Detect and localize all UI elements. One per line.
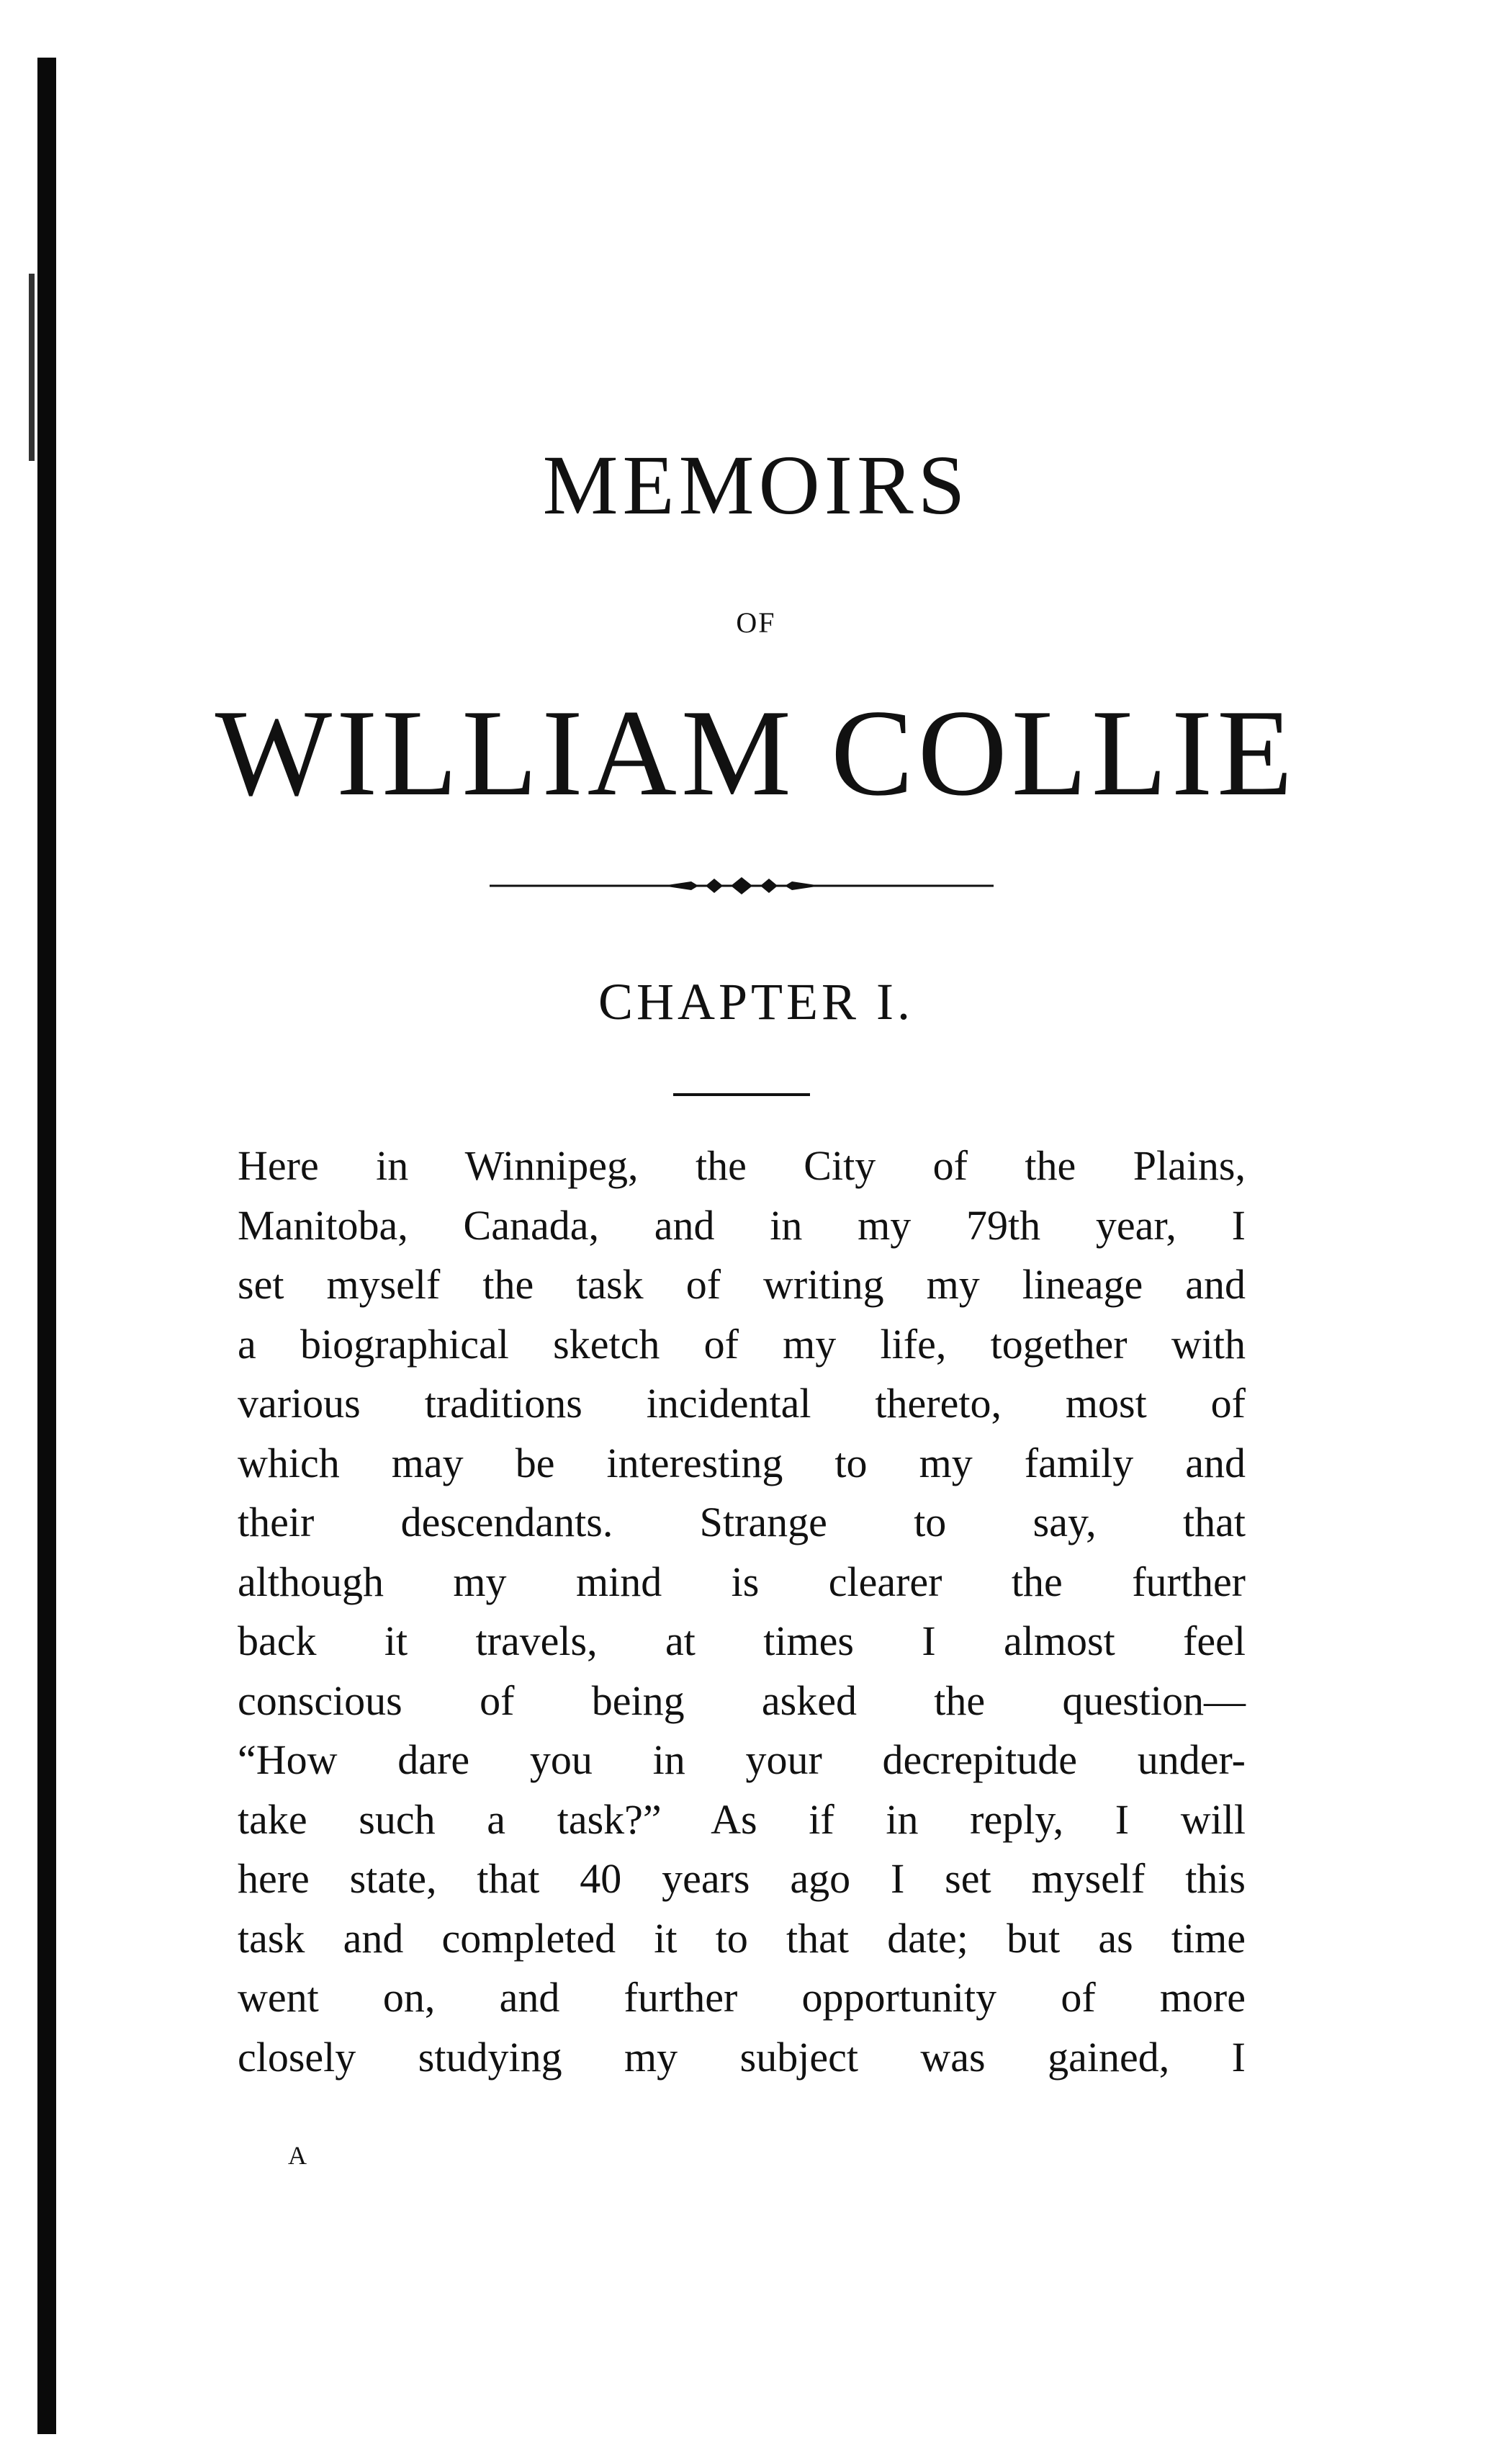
text-line: back it travels, at times I almost feel <box>238 1617 1246 1664</box>
text-line: various traditions incidental thereto, most of <box>238 1380 1246 1427</box>
text-line: task and completed it to that date; but as time <box>238 1914 1246 1962</box>
title-of: OF <box>736 606 776 639</box>
signature-mark: A <box>288 2141 307 2170</box>
ornament-divider <box>490 871 994 900</box>
title-memoirs: MEMOIRS <box>542 438 970 532</box>
text-line: went on, and further opportunity of more <box>238 1974 1246 2021</box>
text-line: here state, that 40 years ago I set myself this <box>238 1855 1246 1902</box>
text-line: conscious of being asked the question— <box>238 1677 1246 1724</box>
text-line: Manitoba, Canada, and in my 79th year, I <box>238 1201 1246 1249</box>
text-line: “How dare you in your decrepitude under- <box>238 1736 1246 1783</box>
text-line: set myself the task of writing my lineage and <box>238 1261 1246 1308</box>
chapter-heading: CHAPTER I. <box>598 973 914 1031</box>
binding-shadow <box>29 274 35 461</box>
text-line: a biographical sketch of my life, together with <box>238 1320 1246 1368</box>
binding-edge <box>37 58 56 2434</box>
title-name: WILLIAM COLLIE <box>215 685 1297 822</box>
body-paragraph <box>238 1136 1246 2087</box>
text-line: their descendants. Strange to say, that <box>238 1499 1246 1545</box>
text-line: which may be interesting to my family and <box>238 1439 1246 1486</box>
text-line: take such a task?” As if in reply, I will <box>238 1795 1246 1843</box>
text-line: although my mind is clearer the further <box>238 1558 1246 1605</box>
short-rule <box>673 1093 810 1096</box>
text-line: closely studying my subject was gained, I <box>238 2033 1246 2081</box>
text-line: Here in Winnipeg, the City of the Plains, <box>238 1142 1246 1189</box>
